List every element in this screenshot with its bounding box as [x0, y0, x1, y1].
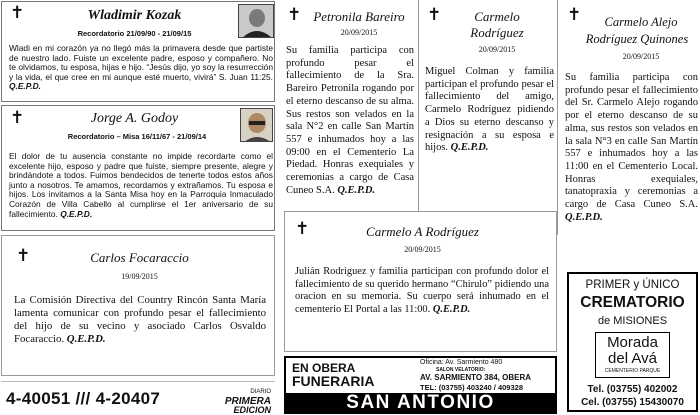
cross-icon: ✝	[10, 3, 25, 23]
qepd: Q.E.P.D.	[66, 333, 106, 345]
notice-name: Carlos Focaraccio	[90, 250, 189, 265]
notice-text: Miguel Colman y familia participan el profundo pesar el fallecimiento del amigo, Carmelo Rodríguez pidiendo a Dios su eterno descanso y resignación a su esposa e hijos.	[425, 66, 554, 154]
notice-body	[295, 266, 549, 316]
notice-rodriguez-a	[284, 211, 557, 352]
brand-line1: DIARIO	[250, 389, 271, 395]
notice-godoy	[1, 105, 275, 231]
funeraria-ad	[284, 356, 557, 414]
notice-name: Wladimir Kozak	[87, 8, 182, 23]
crematorio-cel: Cel. (03755) 15430070	[581, 397, 684, 408]
notice-text: Su familia participa con profundo pesar el fallecimiento del Sr. Carmelo Alejo rogando por el eterno descanso de su alma, sus restos son velados en la sala N°3 en calle San Martín 557 e inhumados hoy a las 11:00 en el Cementerio Local. Honras exequiales, tanatopraxia y ceremonias a cargo de Casa Cuneo S.A.	[565, 72, 698, 211]
qepd: Q.E.P.D.	[60, 208, 93, 219]
notice-name-line1: Carmelo	[474, 9, 520, 24]
crematorio-line2: CREMATORIO	[580, 294, 685, 311]
notice-rodriguez-c	[422, 0, 558, 235]
brand-line1: Morada	[607, 334, 658, 351]
notice-name-line2: Rodríguez Quinones	[585, 32, 689, 46]
cross-icon: ✝	[567, 5, 582, 25]
footer-phones: 4-40051 /// 4-20407	[6, 389, 161, 408]
notice-body	[9, 44, 273, 92]
notice-subtitle: Recordatorio – Misa 16/11/67 - 21/09/14	[67, 132, 207, 141]
photo-godoy	[240, 108, 273, 142]
notice-name: Jorge A. Godoy	[90, 111, 179, 126]
cross-icon: ✝	[16, 246, 31, 266]
notice-body	[425, 66, 554, 155]
footer-phone-ad	[1, 381, 275, 414]
notice-name: Petronila Bareiro	[313, 9, 405, 24]
crematorio-line1: PRIMER y ÚNICO	[585, 279, 680, 291]
cross-icon: ✝	[295, 219, 310, 239]
footer-brand	[187, 388, 271, 415]
cross-icon: ✝	[10, 108, 25, 128]
portrait-icon	[239, 5, 274, 38]
notice-text: La Comisión Directiva del Country Rincón Santa María lamenta comunicar con profundo pesar el fallecimiento del hijo de su vecino y asociado Carlos Osvaldo Focaraccio.	[14, 294, 266, 345]
notice-quinones	[561, 0, 700, 265]
notice-date: 20/09/2015	[340, 28, 378, 37]
notice-text: Julián Rodriguez y familia participan con profundo dolor el fallecimiento de su querido hermano “Chirulo” pidiendo una oracion en su memoria. Su cuerpo será inhumado en el cementerio El Portal a las 11:00.	[295, 266, 549, 315]
funeraria-salon-address: AV. SARMIENTO 384, OBERA	[420, 373, 531, 382]
notice-bareiro	[281, 0, 419, 235]
qepd: Q.E.P.D.	[9, 81, 41, 92]
notice-body	[286, 45, 414, 197]
funeraria-office: Oficina: Av. Sarmiento 480	[420, 359, 503, 366]
notice-date: 20/09/2015	[622, 52, 660, 61]
brand-line2: PRIMERA	[224, 396, 271, 407]
notice-kozak	[1, 1, 275, 102]
notice-name-line2: Rodríguez	[470, 25, 524, 40]
funeraria-tel: TEL: (03755) 403240 / 409328	[420, 383, 523, 392]
notice-text: El dolor de tu ausencia constante no impide recordarte como el excelente hijo, esposo y padre que fuiste, siempre presente, alegre y brindándote a todos. Fuimos bendecidos de tenerte todos estos años junto a nosotros. Te amamos, recordamos y extrañamos. Tu esposa e hijos. Los invitamos a la Santa Misa hoy en la Parroquia Inmaculado Corazón de Villa Cabello al cumplirse el 1er aniversario de su fallecimiento.	[9, 151, 273, 219]
crematorio-line3: de MISIONES	[597, 315, 668, 327]
notice-body	[565, 72, 698, 224]
funeraria-line2: FUNERARIA	[292, 373, 375, 389]
notice-name-line1: Carmelo Alejo	[604, 15, 678, 29]
photo-kozak	[238, 4, 274, 38]
notice-text: Wladi en mi corazón ya no llegó más la primavera desde que partiste de nuestro lado. Fuiste un excelente padre, esposo y compañero. No te olvidamos, tu esposa, hijas e hijo. “Jesús dijo, yo soy la resurrección y la vida, el que cree en mi aunque esté muerto, vivirá” S. Juan 11:25.	[9, 43, 273, 82]
notice-name: Carmelo A Rodríguez	[366, 224, 479, 239]
notice-body	[14, 294, 266, 346]
notice-body	[9, 152, 273, 219]
notice-text: Su familia participa con profundo pesar el fallecimiento de la Sra. Bareiro Petronila rogando por el eterno descanso de su alma. Sus restos son velados en la sala N°2 en calle San Martín 557 e inhumados hoy a las 09:00 en el Cementerio La Piedad. Honras exequiales y ceremonias a cargo de Casa Cuneo S.A.	[286, 45, 414, 196]
notice-date: 20/09/2015	[478, 45, 516, 54]
cross-icon: ✝	[287, 5, 302, 25]
funeraria-name: SAN ANTONIO	[286, 393, 555, 412]
notice-date: 19/09/2015	[121, 272, 158, 281]
crematorio-ad	[567, 272, 698, 412]
qepd: Q.E.P.D.	[432, 303, 471, 315]
crematorio-brand-box	[595, 332, 670, 378]
notice-focaraccio	[1, 235, 275, 376]
crematorio-tel: Tel. (03755) 402002	[587, 384, 678, 395]
qepd: Q.E.P.D.	[337, 184, 376, 196]
notice-date: 20/09/2015	[404, 245, 441, 254]
qepd: Q.E.P.D.	[565, 211, 603, 223]
funeraria-salon-label: SALON VELATORIO:	[436, 367, 486, 373]
portrait-icon	[241, 109, 273, 142]
brand-line3: EDICION	[233, 405, 271, 415]
cross-icon: ✝	[427, 5, 442, 25]
brand-line3: CEMENTERIO PARQUE	[604, 368, 661, 374]
qepd: Q.E.P.D.	[450, 142, 489, 154]
funeraria-line1: EN OBERA	[292, 361, 356, 375]
notice-subtitle: Recordatorio 21/09/90 - 21/09/15	[77, 29, 192, 38]
brand-line2: del Avá	[608, 350, 657, 367]
